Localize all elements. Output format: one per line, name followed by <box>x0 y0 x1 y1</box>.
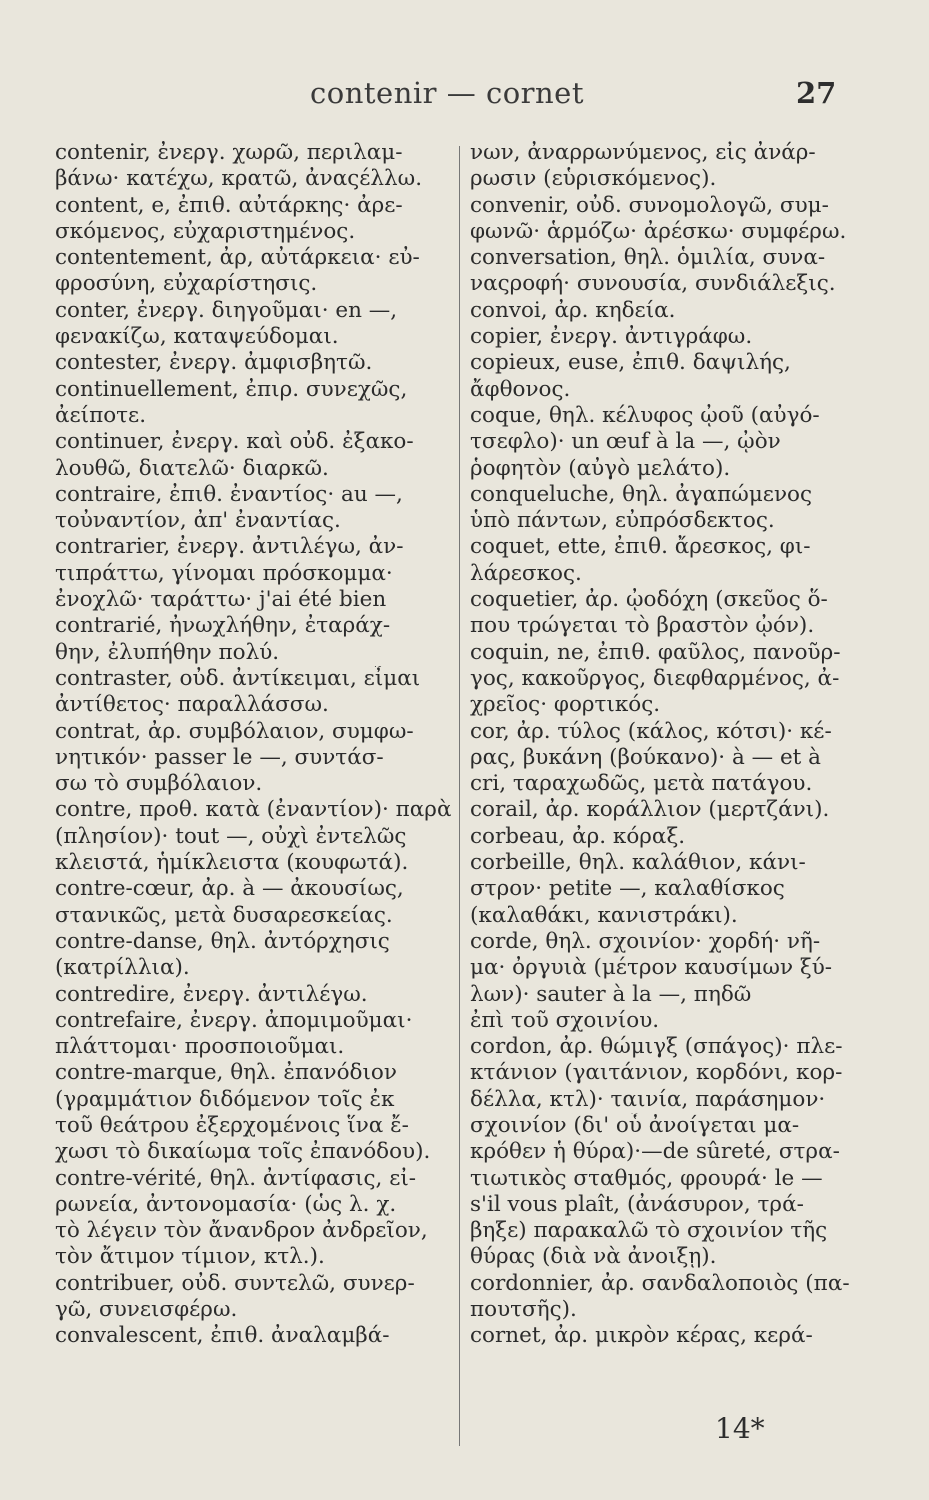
dictionary-line: χωσι τὸ δικαίωμα τοῖς ἐπανόδου). <box>55 1139 431 1165</box>
dictionary-line: λάρεσκος. <box>470 560 582 586</box>
dictionary-line: φωνῶ· ἁρμόζω· ἀρέσκω· συμφέρω. <box>470 218 847 244</box>
dictionary-line: σω τὸ συμβόλαιον. <box>55 771 263 797</box>
left-column <box>55 140 455 1350</box>
dictionary-line: contre-marque, θηλ. ἐπανόδιον <box>55 1060 397 1086</box>
dictionary-line: πουτσῆς). <box>470 1297 577 1323</box>
dictionary-line: contre, προθ. κατὰ (ἐναντίον)· παρὰ <box>55 797 452 823</box>
dictionary-line: ρας, βυκάνη (βούκανο)· à — et à <box>470 744 821 770</box>
dictionary-line: contraire, ἐπιθ. ἐναντίος· au —, <box>55 481 403 507</box>
dictionary-line: contentement, ἀρ, αὐτάρκεια· εὐ- <box>55 245 420 271</box>
dictionary-line: κρόθεν ἡ θύρα)·—de sûreté, στρα- <box>470 1139 840 1165</box>
page-number: 27 <box>796 76 837 110</box>
dictionary-line: ἀντίθετος· παραλλάσσω. <box>55 692 329 718</box>
dictionary-line: cornet, ἀρ. μικρὸν κέρας, κερά- <box>470 1323 813 1349</box>
dictionary-line: contribuer, οὐδ. συντελῶ, συνερ- <box>55 1270 415 1296</box>
dictionary-line: λων)· sauter à la —, πηδῶ <box>470 981 752 1007</box>
dictionary-line: (πλησίον)· tout —, οὐχὶ ἐντελῶς <box>55 823 407 849</box>
right-column <box>470 140 865 1350</box>
dictionary-line: σκόμενος, εὐχαριστημένος. <box>55 218 356 244</box>
dictionary-line: ρωνεία, ἀντονομασία· (ὡς λ. χ. <box>55 1191 397 1217</box>
dictionary-line: σχοινίον (δι' οὗ ἀνοίγεται μα- <box>470 1112 800 1138</box>
dictionary-line: contre-cœur, ἀρ. à — ἀκουσίως, <box>55 876 404 902</box>
dictionary-line: copier, ἐνεργ. ἀντιγράφω. <box>470 324 753 350</box>
dictionary-line: contre-vérité, θηλ. ἀντίφασις, εἰ- <box>55 1165 417 1191</box>
dictionary-line: στανικῶς, μετὰ δυσαρεσκείας. <box>55 902 393 928</box>
dictionary-line: στρον· petite —, καλαθίσκος <box>470 876 785 902</box>
dictionary-line: contrat, ἀρ. συμβόλαιον, συμφω- <box>55 718 414 744</box>
dictionary-line: continuer, ἐνεργ. καὶ οὐδ. ἐξακο- <box>55 429 414 455</box>
dictionary-line: coquin, ne, ἐπιθ. φαῦλος, πανοῦρ- <box>470 639 841 665</box>
dictionary-line: τὸν ἄτιμον τίμιον, κτλ.). <box>55 1244 325 1270</box>
dictionary-line: (κατρίλλια). <box>55 955 190 981</box>
dictionary-line: coquetier, ἀρ. ᾠοδόχη (σκεῦος ὅ- <box>470 587 828 613</box>
dictionary-line: λουθῶ, διατελῶ· διαρκῶ. <box>55 455 329 481</box>
dictionary-line: τοῦ θεάτρου ἐξερχομένοις ἵνα ἔ- <box>55 1112 409 1138</box>
dictionary-line: δέλλα, κτλ)· ταινία, παράσημον· <box>470 1086 826 1112</box>
dictionary-line: contrarier, ἐνεργ. ἀντιλέγω, ἀν- <box>55 534 404 560</box>
dictionary-line: s'il vous plaît, (ἀνάσυρον, τρά- <box>470 1191 804 1217</box>
dictionary-line: contenir, ἐνεργ. χωρῶ, περιλαμ- <box>55 140 403 165</box>
dictionary-line: coque, θηλ. κέλυφος ᾠοῦ (αὐγό- <box>470 402 820 428</box>
dictionary-line: βηξε) παρακαλῶ τὸ σχοινίον τῆς <box>470 1218 828 1244</box>
dictionary-line: φροσύνη, εὐχαρίστησις. <box>55 271 318 297</box>
dictionary-line: convalescent, ἐπιθ. ἀναλαμβά- <box>55 1323 390 1349</box>
dictionary-line: πλάττομαι· προσποιοῦμαι. <box>55 1034 345 1060</box>
dictionary-line: τὸ λέγειν τὸν ἄνανδρον ἀνδρεῖον, <box>55 1218 428 1244</box>
dictionary-line: contre-danse, θηλ. ἀντόρχησις <box>55 928 390 954</box>
running-title: contenir — cornet <box>310 76 585 110</box>
dictionary-line: cri, ταραχωδῶς, μετὰ πατάγου. <box>470 771 813 797</box>
dictionary-line: conter, ἐνεργ. διηγοῦμαι· en —, <box>55 297 398 323</box>
dictionary-line: (γραμμάτιον διδόμενον τοῖς ἐκ <box>55 1086 395 1112</box>
dictionary-line: νων, ἀναρρωνύμενος, εἰς ἀνάρ- <box>470 140 816 165</box>
signature-mark: 14* <box>715 1412 765 1445</box>
dictionary-line: convenir, οὐδ. συνομολογῶ, συμ- <box>470 192 829 218</box>
running-head <box>0 76 929 116</box>
dictionary-line: βάνω· κατέχω, κρατῶ, ἀναςέλλω. <box>55 166 423 192</box>
dictionary-line: conqueluche, θηλ. ἀγαπώμενος <box>470 481 813 507</box>
dictionary-line: θην, ἐλυπήθην πολύ. <box>55 639 280 665</box>
dictionary-line: copieux, euse, ἐπιθ. δαψιλής, <box>470 350 791 376</box>
dictionary-line: coquet, ette, ἐπιθ. ἄρεσκος, φι- <box>470 534 811 560</box>
dictionary-line: contrefaire, ἐνεργ. ἀπομιμοῦμαι· <box>55 1007 413 1033</box>
dictionary-line: continuellement, ἐπιρ. συνεχῶς, <box>55 376 408 402</box>
dictionary-line: ἀείποτε. <box>55 402 147 428</box>
dictionary-line: corail, ἀρ. κοράλλιον (μερτζάνι). <box>470 797 830 823</box>
dictionary-line: γος, κακοῦργος, διεφθαρμένος, ἀ- <box>470 665 840 691</box>
dictionary-line: φενακίζω, καταψεύδομαι. <box>55 324 339 350</box>
dictionary-line: τσεφλο)· un œuf à la —, ᾠὸν <box>470 429 781 455</box>
dictionary-line: που τρώγεται τὸ βραστὸν ᾠόν). <box>470 613 815 639</box>
dictionary-line: θύρας (διὰ νὰ ἀνοιξῃ). <box>470 1244 717 1270</box>
dictionary-line: contredire, ἐνεργ. ἀντιλέγω. <box>55 981 368 1007</box>
dictionary-line: contraster, οὐδ. ἀντίκειμαι, εἶμαι <box>55 665 421 691</box>
dictionary-line: γῶ, συνεισφέρω. <box>55 1297 238 1323</box>
dictionary-line: τιπράττω, γίνομαι πρόσκομμα· <box>55 560 393 586</box>
dictionary-line: corbeau, ἀρ. κόραξ. <box>470 823 686 849</box>
dictionary-line: corbeille, θηλ. καλάθιον, κάνι- <box>470 850 806 876</box>
dictionary-line: ῥοφητὸν (αὐγὸ μελάτο). <box>470 455 731 481</box>
dictionary-line: ὑπὸ πάντων, εὐπρόσδεκτος. <box>470 508 775 534</box>
dictionary-line: contester, ἐνεργ. ἀμφισβητῶ. <box>55 350 373 376</box>
dictionary-line: ἐπὶ τοῦ σχοινίου. <box>470 1007 660 1033</box>
dictionary-line: corde, θηλ. σχοινίον· χορδή· νῆ- <box>470 928 821 954</box>
dictionary-line: κλειστά, ἡμίκλειστα (κουφωτά). <box>55 850 409 876</box>
dictionary-line: ἐνοχλῶ· ταράττω· j'ai été bien <box>55 587 387 613</box>
column-divider <box>459 146 460 1446</box>
dictionary-line: content, e, ἐπιθ. αὐτάρκης· ἀρε- <box>55 192 403 218</box>
dictionary-line: convoi, ἀρ. κηδεία. <box>470 297 676 323</box>
dictionary-line: ρωσιν (εὑρισκόμενος). <box>470 166 717 192</box>
dictionary-line: contrarié, ἠνωχλήθην, ἐταράχ- <box>55 613 391 639</box>
dictionary-line: τοὐναντίον, ἀπ' ἐναντίας. <box>55 508 341 534</box>
dictionary-line: ναςροφή· συνουσία, συνδιάλεξις. <box>470 271 836 297</box>
dictionary-line: cordon, ἀρ. θώμιγξ (σπάγος)· πλε- <box>470 1034 843 1060</box>
dictionary-line: νητικόν· passer le —, συντάσ- <box>55 744 384 770</box>
dictionary-line: cordonnier, ἀρ. σανδαλοποιὸς (πα- <box>470 1270 850 1296</box>
dictionary-line: conversation, θηλ. ὁμιλία, συνα- <box>470 245 826 271</box>
dictionary-line: cor, ἀρ. τύλος (κάλος, κότσι)· κέ- <box>470 718 832 744</box>
dictionary-line: (καλαθάκι, κανιστράκι). <box>470 902 738 928</box>
dictionary-line: κτάνιον (γαιτάνιον, κορδόνι, κορ- <box>470 1060 843 1086</box>
dictionary-line: τιωτικὸς σταθμός, φρουρά· le — <box>470 1165 823 1191</box>
dictionary-line: χρεῖος· φορτικός. <box>470 692 661 718</box>
dictionary-line: ἄφθονος. <box>470 376 571 402</box>
dictionary-line: μα· ὀργυιὰ (μέτρον καυσίμων ξύ- <box>470 955 833 981</box>
